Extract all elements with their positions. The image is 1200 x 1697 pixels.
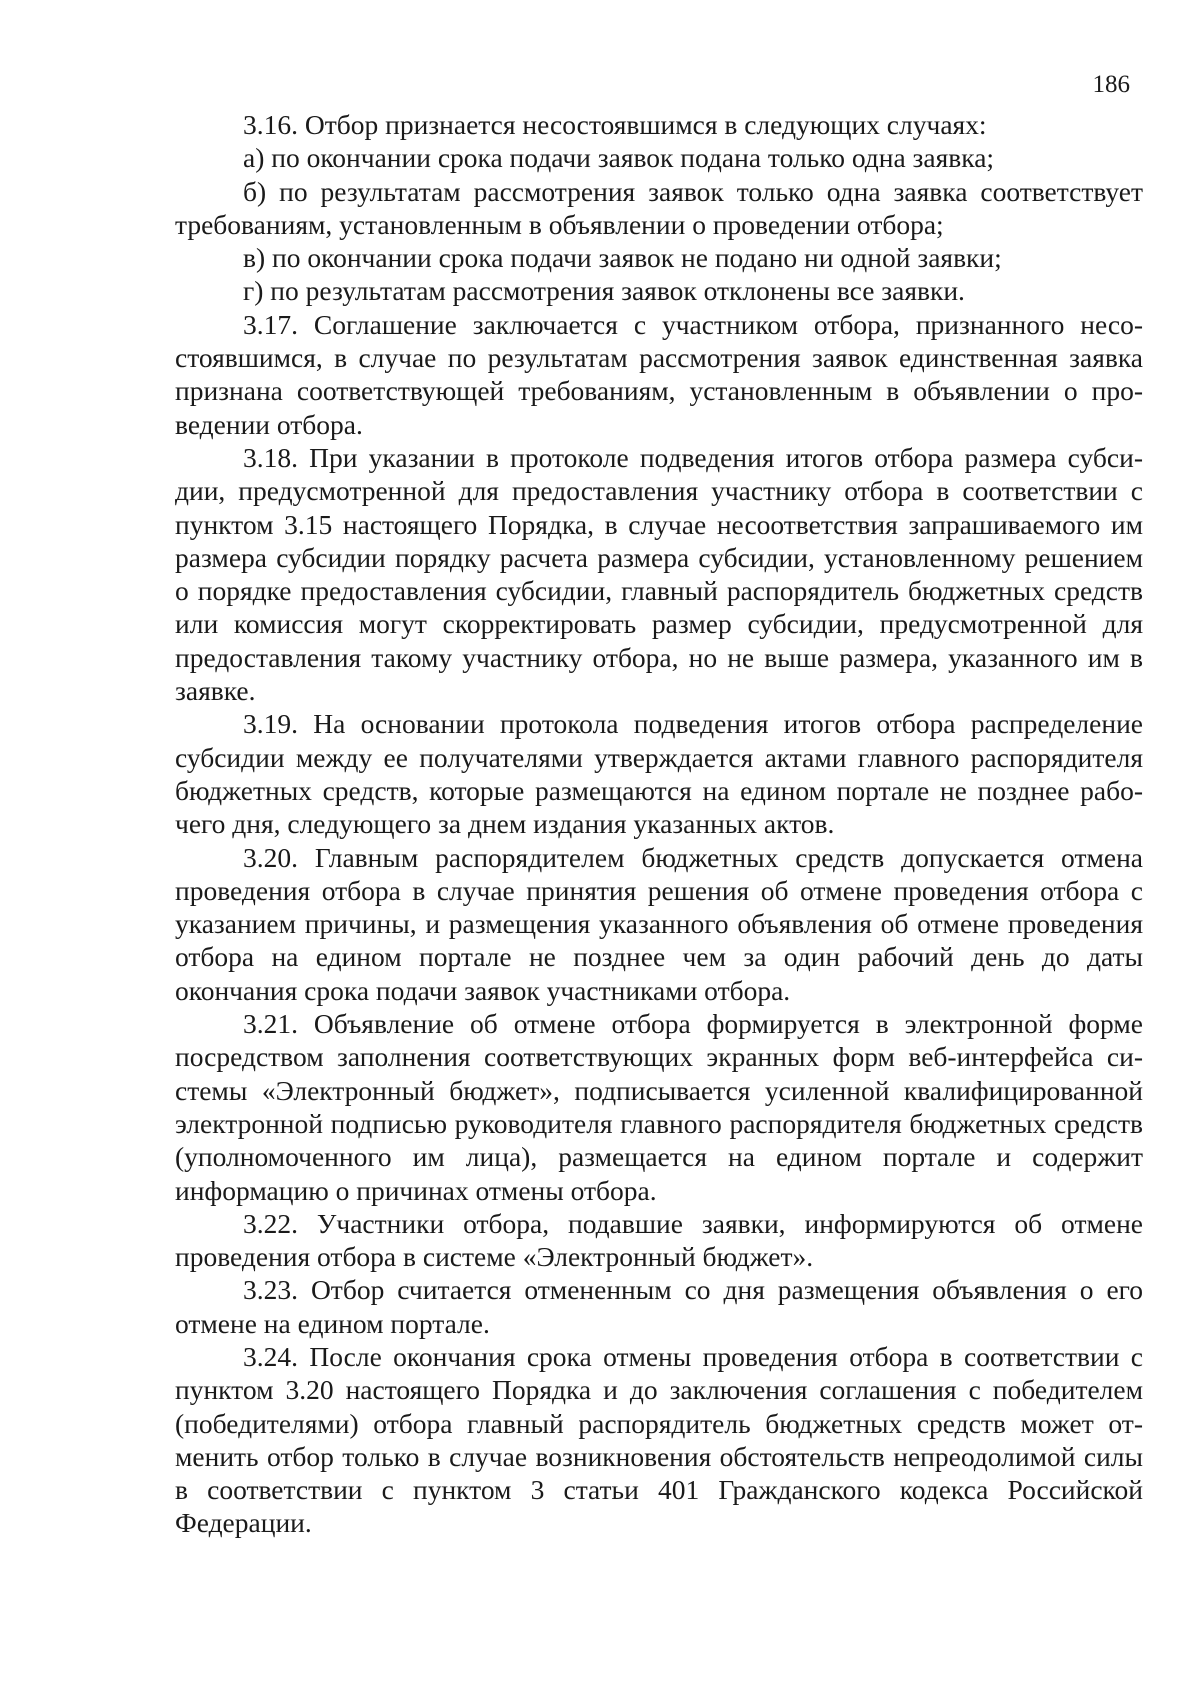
document-body [175,108,1143,1540]
list-item-b: б) по результатам рассмотрения заявок только одна заявка соответствует требованиям, установленным в объявлении о проведении отбора; [175,175,1143,240]
paragraph-3-24: 3.24. После окончания срока отмены проведения отбора в соответствии с пунктом 3.20 настоящего Порядка и до заключения соглашения с победителем (победителями) отбора главный распорядитель бюджетных средств может отменить отбор только в случае возникновения обстоятельств непреодолимой силы в соответствии с пунктом 3 статьи 401 Гражданского кодекса Российской Федерации. [175,1340,1143,1539]
list-item-v: в) по окончании срока подачи заявок не подано ни одной заявки; [243,242,1002,274]
paragraph-3-17: 3.17. Соглашение заключается с участником отбора, признанного несостоявшимся, в случае по результатам рассмотрения заявок единственная заявка признана соответствующей требованиям, установленным в объявлении о проведении отбора. [175,308,1143,440]
list-item-g: г) по результатам рассмотрения заявок отклонены все заявки. [243,275,965,307]
paragraph-3-19: 3.19. На основании протокола подведения итогов отбора распределение субсидии между ее получателями утверждается актами главного распорядителя бюджетных средств, которые размещаются на едином портале не позднее рабочего дня, следующего за днем издания указанных актов. [175,708,1143,840]
paragraph-3-22: 3.22. Участники отбора, подавшие заявки, информируются об отмене проведения отбора в системе «Электронный бюджет». [175,1207,1143,1273]
page-number: 186 [1092,71,1130,98]
paragraph-3-23: 3.23. Отбор считается отмененным со дня размещения объявления о его отмене на едином портале. [175,1274,1143,1339]
paragraph-3-20: 3.20. Главным распорядителем бюджетных средств допускается отмена проведения отбора в случае принятия решения об отмене проведения отбора с указанием причины, и размещения указанного объявления об отмене проведения отбора на едином портале не позднее чем за один рабочий день до даты окончания срока подачи заявок участниками отбора. [175,841,1143,1006]
paragraph-3-16: 3.16. Отбор признается несостоявшимся в следующих случаях: [243,109,987,140]
list-item-a: а) по окончании срока подачи заявок подана только одна заявка; [243,142,995,174]
paragraph-3-21: 3.21. Объявление об отмене отбора формируется в электронной форме посредством заполнения соответствующих экранных форм веб-интерфейса системы «Электронный бюджет», подписывается усиленной квалифицированной электронной подписью руководителя главного распорядителя бюджетных средств (уполномоченного им лица), размещается на едином портале и содержит информацию о причинах отмены отбора. [175,1008,1143,1206]
paragraph-3-18: 3.18. При указании в протоколе подведения итогов отбора размера субсидии, предусмотренной для предоставления участнику отбора в соответствии с пунктом 3.15 настоящего Порядка, в случае несоответствия запрашиваемого им размера субсидии порядку расчета размера субсидии, установленному решением о порядке предоставления субсидии, главный распорядитель бюджетных средств или комиссия могут скорректировать размер субсидии, предусмотренной для предоставления такому участнику отбора, но не выше размера, указанного им в заявке. [175,441,1143,707]
